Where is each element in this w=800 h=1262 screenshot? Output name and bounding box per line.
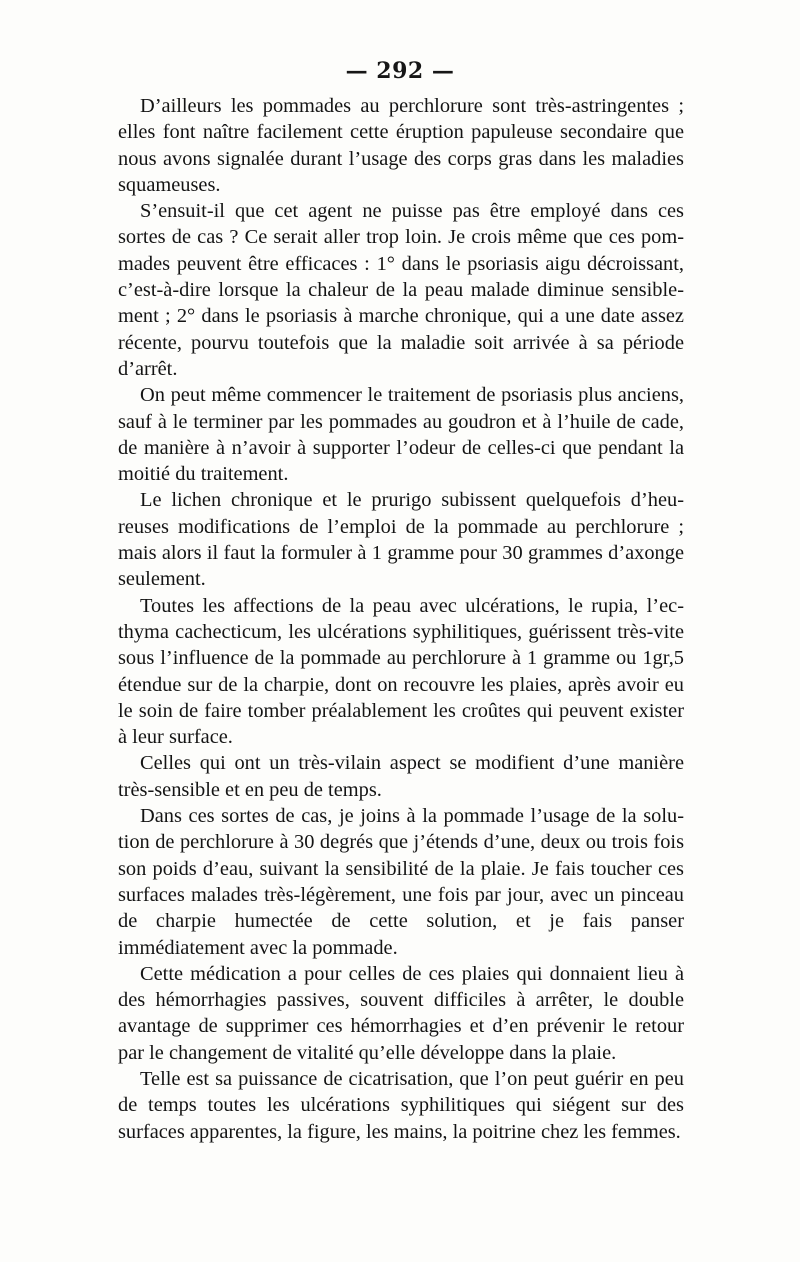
- paragraph-7: Dans ces sortes de cas, je joins à la pommade l’usage de la solution de perchlorure à 30 degrés que j’étends d’une, deux ou trois fois son poids d’eau, suivant la sensibilité de la plaie. Je fais toucher ces surfaces malades très-légèrement, une fois par jour, avec un pinceau de charpie humectée de cette solution, et je fais panser immédiatement avec la pommade.: [118, 805, 684, 959]
- body-text: [118, 93, 684, 1145]
- paragraph-9: Telle est sa puissance de cicatrisation, que l’on peut guérir en peu de temps toutes les ulcérations syphilitiques qui siégent sur des surfaces apparentes, la figure, les mains, la poitrine chez les femmes.: [118, 1067, 684, 1143]
- page-number: — 292 —: [345, 58, 455, 84]
- paragraph-8: Cette médication a pour celles de ces plaies qui donnaient lieu à des hémorrhagies passives, souvent difficiles à arrêter, le double avantage de supprimer ces hémorrhagies et d’en prévenir le retour par le changement de vitalité qu’elle développe dans la plaie.: [118, 962, 684, 1064]
- paragraph-5: Toutes les affections de la peau avec ulcérations, le rupia, l’ecthyma cachecticum, les ulcérations syphilitiques, guérissent très-vite sous l’influence de la pommade au perchlorure à 1 gramme ou 1gr,5 étendue sur de la charpie, dont on recouvre les plaies, après avoir eu le soin de faire tomber préalablement les croûtes qui peuvent exister à leur surface.: [118, 594, 684, 749]
- paragraph-1: D’ailleurs les pommades au perchlorure sont très-astringentes ; elles font naître facilement cette éruption papuleuse secondaire que nous avons signalée durant l’usage des corps gras dans les maladies squameuses.: [118, 95, 684, 196]
- paragraph-2: S’ensuit-il que cet agent ne puisse pas être employé dans ces sortes de cas ? Ce serait aller trop loin. Je crois même que ces pommades peuvent être efficaces : 1° dans le psoriasis aigu décroissant, c’est-à-dire lorsque la chaleur de la peau malade diminue sensiblement ; 2° dans le psoriasis à marche chronique, qui a une date assez récente, pourvu toutefois que la maladie soit arrivée à sa période d’arrêt.: [118, 200, 684, 380]
- paragraph-3: On peut même commencer le traitement de psoriasis plus anciens, sauf à le terminer par les pommades au goudron et à l’huile de cade, de manière à n’avoir à supporter l’odeur de celles-ci que pendant la moitié du traitement.: [118, 384, 684, 486]
- paragraph-6: Celles qui ont un très-vilain aspect se modifient d’une manière très-sensible et en peu de temps.: [118, 752, 684, 801]
- paragraph-4: Le lichen chronique et le prurigo subissent quelquefois d’heureuses modifications de l’emploi de la pommade au perchlorure ; mais alors il faut la formuler à 1 gramme pour 30 grammes d’axonge seulement.: [118, 489, 684, 591]
